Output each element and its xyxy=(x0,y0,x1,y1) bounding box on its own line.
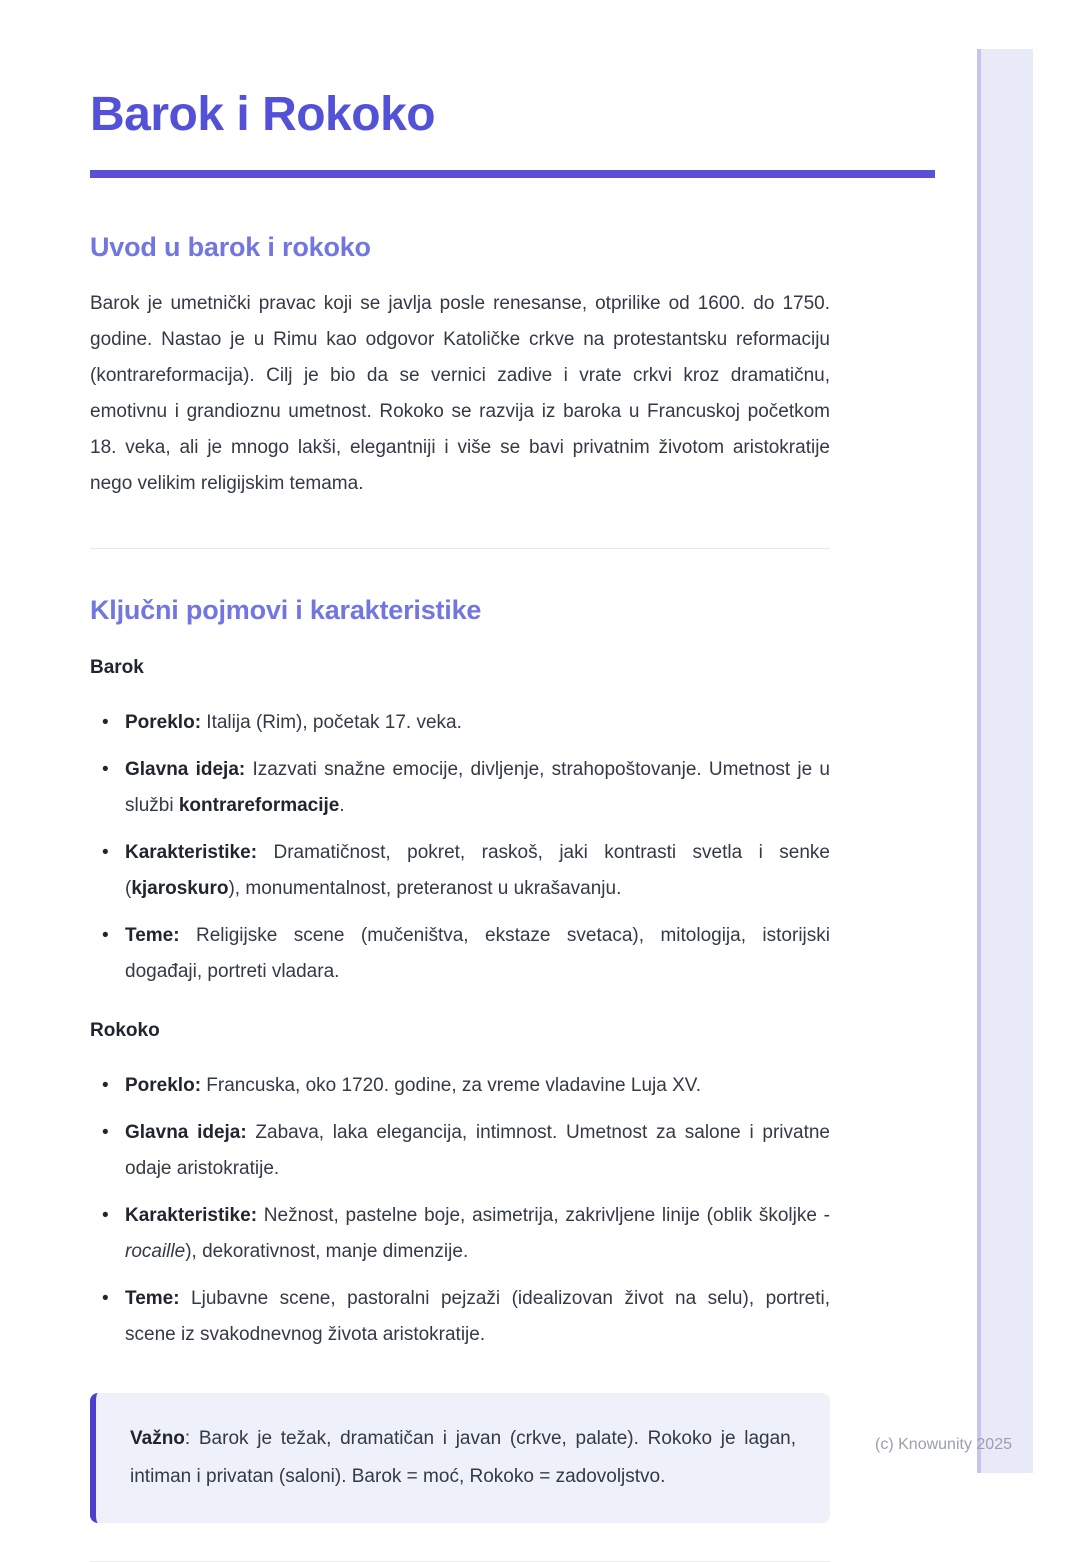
bullet-label: Karakteristike: xyxy=(125,1205,258,1226)
list-item xyxy=(90,1198,830,1270)
list-item xyxy=(90,835,830,907)
bullet-text: . xyxy=(339,795,345,816)
bullet-text: Italija (Rim), početak 17. veka. xyxy=(201,712,462,733)
bullet-text-bold: kjaroskuro xyxy=(131,878,229,899)
subheading-rokoko: Rokoko xyxy=(90,1020,160,1041)
callout-text: : Barok je težak, dramatičan i javan (crkve, palate). Rokoko je lagan, intiman i privatan (saloni). Barok = moć, Rokoko = zadovoljstvo. xyxy=(130,1428,796,1487)
list-item xyxy=(90,1115,830,1187)
section-heading-intro: Uvod u barok i rokoko xyxy=(90,232,371,262)
section-divider xyxy=(90,548,830,549)
bullet-label: Poreklo: xyxy=(125,712,202,733)
section-heading-key-concepts: Ključni pojmovi i karakteristike xyxy=(90,595,482,625)
list-item xyxy=(90,1281,830,1353)
footer-credit: (c) Knowunity 2025 xyxy=(875,1436,1012,1453)
bullet-text: Religijske scene (mučeništva, ekstaze svetaca), mitologija, istorijski događaji, portreti vladara. xyxy=(125,925,830,982)
bullet-text: Izazvati snažne emocije, divljenje, strahopoštovanje. Umetnost je u službi xyxy=(125,759,830,816)
bullet-label: Teme: xyxy=(125,1288,180,1309)
intro-paragraph: Barok je umetnički pravac koji se javlja posle renesanse, otprilike od 1600. do 1750. godine. Nastao je u Rimu kao odgovor Katoličke crkve na protestantsku reformaciju (kontrareformacija). Cilj je bio da se vernici zadive i vrate crkvi kroz dramatičnu, emotivnu i grandioznu umetnost. Rokoko se razvija iz baroka u Francuskoj početkom 18. veka, ali je mnogo lakši, elegantniji i više se bavi privatnim životom aristokratije nego velikim religijskim temama. xyxy=(90,293,830,494)
bullet-text: Zabava, laka elegancija, intimnost. Umetnost za salone i privatne odaje aristokratije. xyxy=(125,1122,830,1179)
bullet-text: Francuska, oko 1720. godine, za vreme vladavine Luja XV. xyxy=(201,1075,701,1096)
list-item xyxy=(90,1068,830,1104)
bullet-text: Dramatičnost, pokret, raskoš, jaki kontrasti svetla i senke ( xyxy=(125,842,830,899)
list-item xyxy=(90,752,830,824)
list-item xyxy=(90,705,830,741)
title-underline-rule xyxy=(90,170,935,178)
important-callout-box xyxy=(90,1393,830,1523)
bullet-label: Karakteristike: xyxy=(125,842,258,863)
rokoko-bullet-list xyxy=(90,1068,830,1353)
list-item xyxy=(90,918,830,990)
page-title: Barok i Rokoko xyxy=(90,88,436,141)
bullet-text: ), dekorativnost, manje dimenzije. xyxy=(185,1241,469,1262)
bullet-text-bold: kontrareformacije xyxy=(178,795,340,816)
callout-label: Važno xyxy=(130,1428,185,1449)
subheading-barok: Barok xyxy=(90,657,144,678)
bullet-label: Glavna ideja: xyxy=(125,759,246,780)
bullet-text: Ljubavne scene, pastoralni pejzaži (idealizovan život na selu), portreti, scene iz svakodnevnog života aristokratije. xyxy=(125,1288,830,1345)
bullet-label: Poreklo: xyxy=(125,1075,202,1096)
bullet-text-italic: rocaille xyxy=(125,1241,186,1262)
bullet-label: Teme: xyxy=(125,925,180,946)
bullet-text: ), monumentalnost, preteranost u ukrašavanju. xyxy=(228,878,622,899)
barok-bullet-list xyxy=(90,705,830,990)
bullet-label: Glavna ideja: xyxy=(125,1122,247,1143)
bullet-text: Nežnost, pastelne boje, asimetrija, zakrivljene linije (oblik školjke - xyxy=(257,1205,830,1226)
page-side-accent-bar xyxy=(977,49,1033,1473)
